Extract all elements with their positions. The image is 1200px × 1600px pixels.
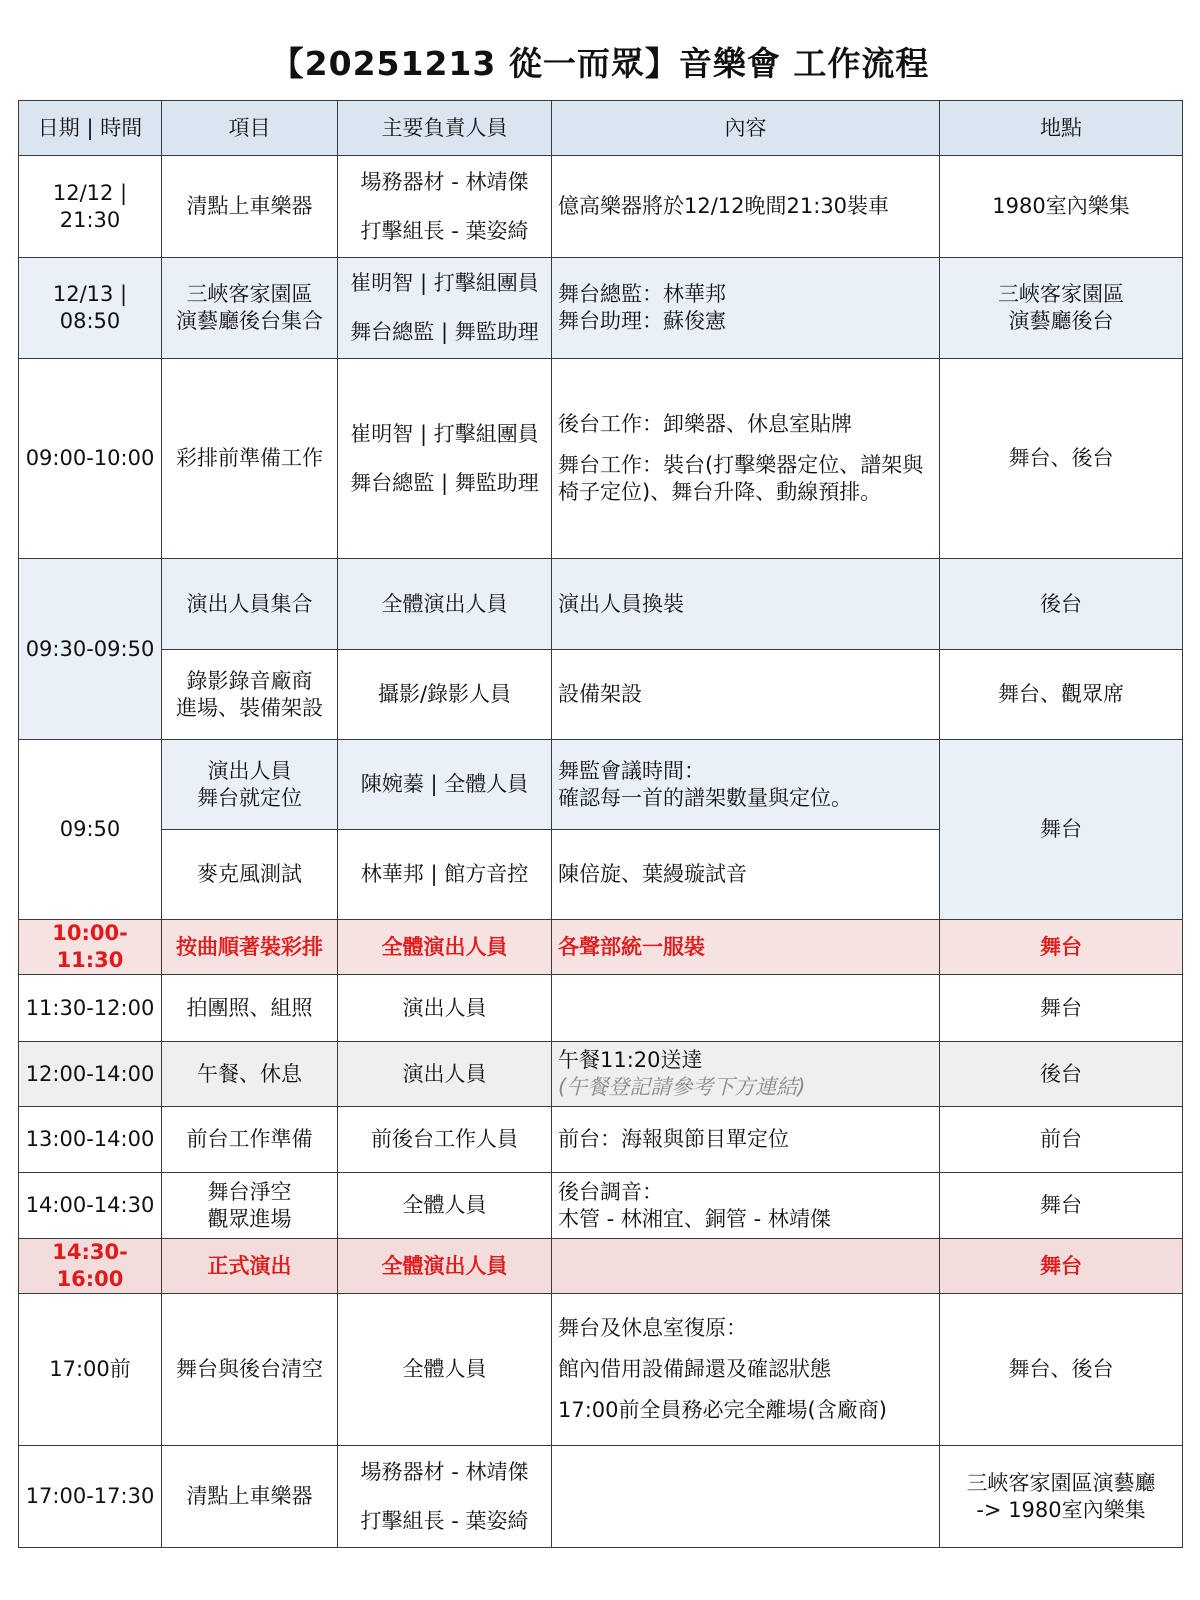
staff-line: 舞台總監 | 舞監助理 (350, 320, 539, 344)
place-cell: 舞台 (940, 740, 1183, 920)
content-line: 舞台助理：蘇俊憲 (558, 309, 726, 333)
staff-cell (338, 1446, 552, 1548)
staff-cell: 演出人員 (338, 1042, 552, 1107)
staff-cell (338, 359, 552, 559)
item-cell: 清點上車樂器 (162, 1446, 338, 1548)
table-row (19, 740, 1183, 830)
time-cell: 12/12 | 21:30 (19, 156, 162, 258)
table-row (19, 156, 1183, 258)
content-cell (552, 359, 940, 559)
place-cell (940, 258, 1183, 359)
item-cell: 按曲順著裝彩排 (162, 920, 338, 975)
item-line: 三峽客家園區 (186, 282, 313, 306)
content-cell: 億高樂器將於12/12晚間21:30裝車 (552, 156, 940, 258)
table-row (19, 559, 1183, 650)
content-line: 後台工作：卸樂器、休息室貼牌 (558, 412, 852, 436)
table-row (19, 1294, 1183, 1446)
item-line: 進場、裝備架設 (176, 695, 323, 720)
table-row (19, 920, 1183, 975)
place-cell: 舞台 (940, 920, 1183, 975)
content-line: 舞台總監：林華邦 (558, 282, 726, 306)
staff-cell: 攝影/錄影人員 (338, 650, 552, 740)
time-cell: 17:00-17:30 (19, 1446, 162, 1548)
staff-cell: 全體演出人員 (338, 1239, 552, 1294)
staff-line: 場務器材 - 林靖傑 (360, 1459, 529, 1484)
time-cell: 09:00-10:00 (19, 359, 162, 559)
place-cell: 舞台、觀眾席 (940, 650, 1183, 740)
content-cell: 演出人員換裝 (552, 559, 940, 650)
content-line: 後台調音： (558, 1179, 663, 1204)
content-cell: 前台：海報與節目單定位 (552, 1107, 940, 1173)
time-cell: 12:00-14:00 (19, 1042, 162, 1107)
place-cell (940, 1446, 1183, 1548)
table-row (19, 1107, 1183, 1173)
table-row (19, 975, 1183, 1042)
item-line: 演藝廳後台集合 (176, 309, 323, 333)
content-cell (552, 258, 940, 359)
item-cell (162, 1173, 338, 1239)
staff-cell (338, 258, 552, 359)
time-cell: 12/13 | 08:50 (19, 258, 162, 359)
time-cell: 17:00前 (19, 1294, 162, 1446)
content-cell (552, 1294, 940, 1446)
place-cell: 舞台、後台 (940, 1294, 1183, 1446)
header-place: 地點 (940, 101, 1183, 156)
item-cell: 正式演出 (162, 1239, 338, 1294)
item-cell: 彩排前準備工作 (162, 359, 338, 559)
staff-line: 崔明智 | 打擊組團員 (350, 421, 539, 446)
content-line: 館內借用設備歸還及確認狀態 (558, 1357, 831, 1381)
content-line: 確認每一首的譜架數量與定位。 (558, 785, 852, 810)
item-line: 錄影錄音廠商 (186, 668, 313, 693)
table-row (19, 1042, 1183, 1107)
staff-line: 打擊組長 - 葉姿綺 (360, 218, 529, 243)
item-cell (162, 650, 338, 740)
place-cell: 後台 (940, 1042, 1183, 1107)
item-cell (162, 258, 338, 359)
content-cell: 各聲部統一服裝 (552, 920, 940, 975)
place-cell: 前台 (940, 1107, 1183, 1173)
item-line: 舞台就定位 (197, 785, 302, 810)
table-row (19, 258, 1183, 359)
place-cell: 舞台 (940, 975, 1183, 1042)
content-line: 舞監會議時間： (558, 758, 705, 783)
header-staff: 主要負責人員 (338, 101, 552, 156)
place-cell: 舞台、後台 (940, 359, 1183, 559)
content-cell (552, 1173, 940, 1239)
staff-line: 舞台總監 | 舞監助理 (350, 470, 539, 495)
time-cell: 09:30-09:50 (19, 559, 162, 740)
place-cell: 後台 (940, 559, 1183, 650)
content-line: 17:00前全員務必完全離場(含廠商) (558, 1398, 887, 1422)
place-cell: 舞台 (940, 1239, 1183, 1294)
time-cell: 14:00-14:30 (19, 1173, 162, 1239)
staff-cell: 前後台工作人員 (338, 1107, 552, 1173)
content-cell (552, 1042, 940, 1107)
content-cell (552, 740, 940, 830)
item-line: 演出人員 (207, 758, 292, 783)
item-cell: 麥克風測試 (162, 830, 338, 920)
staff-cell (338, 156, 552, 258)
place-line: -> 1980室內樂集 (976, 1497, 1146, 1522)
item-cell: 舞台與後台清空 (162, 1294, 338, 1446)
time-cell: 10:00-11:30 (19, 920, 162, 975)
content-cell (552, 1239, 940, 1294)
item-line: 舞台淨空 (207, 1179, 292, 1204)
item-cell (162, 740, 338, 830)
table-row (19, 359, 1183, 559)
table-row (19, 650, 1183, 740)
time-cell: 14:30-16:00 (19, 1239, 162, 1294)
table-header-row (19, 101, 1183, 156)
time-cell: 11:30-12:00 (19, 975, 162, 1042)
staff-cell: 全體演出人員 (338, 920, 552, 975)
item-cell: 午餐、休息 (162, 1042, 338, 1107)
staff-line: 場務器材 - 林靖傑 (360, 169, 529, 194)
page-title: 【20251213 從一而眾】音樂會 工作流程 (270, 44, 930, 83)
time-cell: 13:00-14:00 (19, 1107, 162, 1173)
staff-line: 打擊組長 - 葉姿綺 (360, 1508, 529, 1533)
place-cell: 舞台 (940, 1173, 1183, 1239)
place-cell: 1980室內樂集 (940, 156, 1183, 258)
content-cell: 陳倍旋、葉縵璇試音 (552, 830, 940, 920)
content-line: 舞台及休息室復原： (558, 1316, 747, 1340)
lunch-note: (午餐登記請參考下方連結) (558, 1075, 806, 1099)
item-cell: 拍團照、組照 (162, 975, 338, 1042)
content-cell: 設備架設 (552, 650, 940, 740)
table-row (19, 1239, 1183, 1294)
content-cell (552, 1446, 940, 1548)
staff-cell: 林華邦 | 館方音控 (338, 830, 552, 920)
header-item: 項目 (162, 101, 338, 156)
staff-cell: 演出人員 (338, 975, 552, 1042)
schedule-table (18, 100, 1183, 1548)
item-line: 觀眾進場 (207, 1206, 292, 1231)
staff-line: 崔明智 | 打擊組團員 (350, 271, 539, 295)
place-line: 三峽客家園區演藝廳 (966, 1470, 1156, 1495)
item-cell: 清點上車樂器 (162, 156, 338, 258)
content-line: 午餐11:20送達 (558, 1048, 703, 1072)
content-cell (552, 975, 940, 1042)
place-line: 演藝廳後台 (1008, 309, 1114, 333)
content-line: 木管 - 林湘宜、銅管 - 林靖傑 (558, 1206, 831, 1231)
table-row (19, 1173, 1183, 1239)
time-cell: 09:50 (19, 740, 162, 920)
table-row (19, 1446, 1183, 1548)
staff-cell: 全體演出人員 (338, 559, 552, 650)
header-time: 日期 | 時間 (19, 101, 162, 156)
content-line: 舞台工作：裝台(打擊樂器定位、譜架與椅子定位)、舞台升降、動線預排。 (558, 453, 924, 504)
staff-cell: 全體人員 (338, 1173, 552, 1239)
item-cell: 前台工作準備 (162, 1107, 338, 1173)
staff-cell: 陳婉蓁 | 全體人員 (338, 740, 552, 830)
item-cell: 演出人員集合 (162, 559, 338, 650)
place-line: 三峽客家園區 (998, 282, 1124, 306)
header-content: 內容 (552, 101, 940, 156)
staff-cell: 全體人員 (338, 1294, 552, 1446)
